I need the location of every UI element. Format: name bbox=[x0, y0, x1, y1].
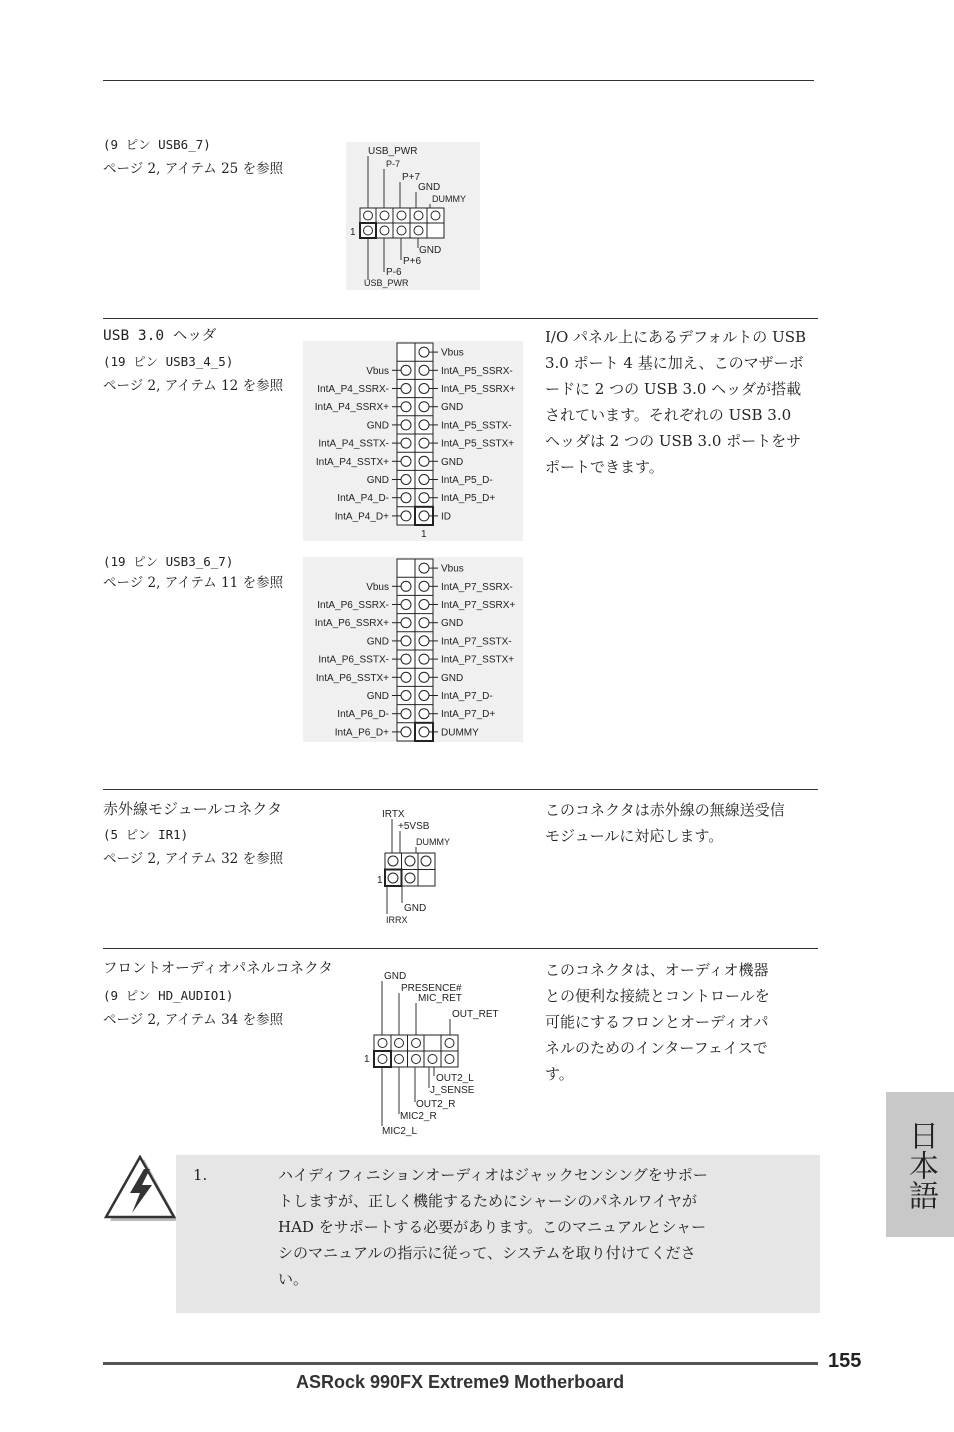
pin-label-right: IntA_P7_SSRX+ bbox=[441, 600, 516, 611]
pin-label-left: IntA_P4_SSRX- bbox=[317, 384, 389, 395]
warning-icon bbox=[100, 1155, 180, 1225]
pin-label-right: IntA_P5_SSRX- bbox=[441, 365, 513, 377]
ir-pin1: 1 bbox=[377, 875, 383, 886]
divider-audio bbox=[103, 948, 818, 949]
ir-desc-line: モジュールに対応します。 bbox=[545, 827, 724, 845]
audio-label-j-sense: J_SENSE bbox=[430, 1085, 475, 1096]
pin-label-right: IntA_P7_SSTX+ bbox=[441, 654, 515, 666]
audio-description bbox=[545, 957, 815, 1087]
pin-label-left: Vbus bbox=[366, 365, 389, 377]
ir-title: 赤外線モジュールコネクタ bbox=[103, 800, 283, 818]
usb67-label-p7plus: P+7 bbox=[402, 172, 421, 183]
pin-label-left: IntA_P6_SSRX+ bbox=[314, 618, 389, 630]
pin-label-left: GND bbox=[366, 420, 389, 432]
audio-label-out-ret: OUT_RET bbox=[452, 1009, 499, 1020]
usb67-diagram bbox=[346, 142, 480, 290]
usb67-label-gnd-top: GND bbox=[418, 182, 441, 193]
usb3-title: USB 3.0 ヘッダ bbox=[103, 328, 217, 344]
pin-label-right: IntA_P5_D- bbox=[441, 475, 493, 486]
audio-title: フロントオーディオパネルコネクタ bbox=[103, 961, 333, 977]
pin-label-right: GND bbox=[441, 618, 464, 630]
note-line: トしますが、正しく機能するためにシャーシのパネルワイヤが bbox=[278, 1192, 697, 1210]
ir-label-irrx: IRRX bbox=[386, 915, 408, 925]
pin-label-right: GND bbox=[441, 672, 464, 684]
pin-label-right: IntA_P7_D+ bbox=[441, 709, 496, 721]
audio-pins: (9 ピン HD_AUDIO1) bbox=[103, 988, 234, 1003]
audio-desc-line: との便利な接続とコントロールを bbox=[545, 987, 770, 1005]
audio-desc-line: ネルのためのインターフェイスで bbox=[545, 1039, 768, 1057]
page-number: 155 bbox=[828, 1350, 862, 1372]
ir-label-dummy: DUMMY bbox=[416, 837, 450, 847]
usb3-diagram-a-svg bbox=[303, 341, 523, 541]
audio-label-mic2-r: MIC2_R bbox=[400, 1111, 437, 1122]
footer-title: ASRock 990FX Extreme9 Motherboard bbox=[296, 1372, 625, 1392]
pin-label-right: IntA_P5_SSRX+ bbox=[441, 384, 516, 395]
pin-label-right: IntA_P5_SSTX+ bbox=[441, 438, 515, 450]
top-rule bbox=[103, 80, 814, 81]
ir-label-irtx: IRTX bbox=[382, 809, 405, 820]
pin-label-right: IntA_P5_SSTX- bbox=[441, 420, 512, 432]
note-line: ハイディフィニションオーディオはジャックセンシングをサポー bbox=[278, 1166, 708, 1184]
pin-label-right: GND bbox=[441, 456, 464, 468]
pin-label-left: IntA_P4_SSTX+ bbox=[315, 456, 389, 468]
usb67-label-p7: P-7 bbox=[386, 159, 401, 169]
ir-desc-line: このコネクタは赤外線の無線送受信 bbox=[545, 801, 785, 819]
pin-label-left: GND bbox=[366, 475, 389, 486]
usb3-desc-line: ポートできます。 bbox=[545, 458, 664, 476]
pin1-marker: 1 bbox=[421, 529, 427, 540]
usb3-diagram-a bbox=[303, 341, 523, 541]
usb67-pins: (9 ピン USB6_7) bbox=[103, 137, 211, 152]
audio-label-gnd: GND bbox=[384, 971, 407, 982]
audio-desc-line: す。 bbox=[545, 1065, 574, 1083]
pin-label-left: IntA_P4_SSTX- bbox=[318, 438, 389, 450]
pin-label-left: GND bbox=[366, 636, 389, 648]
usb3-desc-line: ードに 2 つの USB 3.0 ヘッダが搭載 bbox=[545, 380, 802, 398]
usb67-label-p6plus: P+6 bbox=[403, 256, 422, 267]
language-tab-label: 日本語 bbox=[903, 1120, 938, 1210]
usb67-ref: ページ 2, アイテム 25 を参照 bbox=[103, 161, 284, 177]
usb67-label-gnd-bot: GND bbox=[419, 245, 442, 256]
usb67-label-p6: P-6 bbox=[386, 267, 402, 278]
note-line: い。 bbox=[278, 1270, 309, 1288]
ir-ref: ページ 2, アイテム 32 を参照 bbox=[103, 851, 284, 867]
ir-diagram bbox=[372, 806, 472, 926]
pin-label-right: Vbus bbox=[441, 563, 464, 575]
divider-usb3 bbox=[103, 318, 818, 319]
pin-label-left: IntA_P4_D+ bbox=[334, 511, 389, 523]
usb3-ref-b: ページ 2, アイテム 11 を参照 bbox=[103, 575, 284, 591]
usb3-description bbox=[545, 324, 815, 480]
usb67-pin1: 1 bbox=[350, 227, 356, 238]
note-number: 1. bbox=[193, 1166, 208, 1184]
ir-pins: (5 ピン IR1) bbox=[103, 827, 189, 842]
usb3-diagram-b-svg bbox=[303, 557, 523, 742]
pin-label-right: ID bbox=[441, 511, 451, 523]
pin-label-left: IntA_P6_SSTX+ bbox=[315, 672, 389, 684]
audio-desc-line: このコネクタは、オーディオ機器 bbox=[545, 961, 769, 979]
audio-diagram bbox=[360, 968, 510, 1140]
usb3-desc-line: I/O パネル上にあるデフォルトの USB bbox=[545, 328, 807, 346]
usb3-pins-a: (19 ピン USB3_4_5) bbox=[103, 354, 234, 369]
pin-label-right: DUMMY bbox=[441, 727, 479, 739]
usb3-desc-line: ヘッダは 2 つの USB 3.0 ポートをサ bbox=[545, 432, 802, 450]
pin-label-left: IntA_P6_SSRX- bbox=[317, 600, 389, 611]
audio-label-mic-ret: MIC_RET bbox=[418, 993, 462, 1004]
note-line: HAD をサポートする必要があります。このマニュアルとシャー bbox=[278, 1218, 707, 1236]
usb67-label-usbpwr-top: USB_PWR bbox=[368, 146, 418, 157]
pin-label-left: IntA_P4_SSRX+ bbox=[314, 402, 389, 414]
ir-description bbox=[545, 797, 815, 849]
ir-label-5vsb: +5VSB bbox=[398, 821, 430, 832]
pin-label-left: IntA_P6_D+ bbox=[334, 727, 389, 739]
audio-label-mic2-l: MIC2_L bbox=[382, 1126, 418, 1137]
note-line: シのマニュアルの指示に従って、システムを取り付けてくださ bbox=[278, 1244, 696, 1262]
note-text bbox=[278, 1162, 708, 1292]
usb3-diagram-b bbox=[303, 557, 523, 742]
pin-label-right: GND bbox=[441, 402, 464, 414]
audio-label-presence: PRESENCE# bbox=[401, 983, 462, 994]
pin-label-left: IntA_P6_D- bbox=[337, 709, 389, 721]
usb3-desc-line: されています。それぞれの USB 3.0 bbox=[545, 406, 792, 424]
pin-label-left: IntA_P4_D- bbox=[337, 493, 389, 505]
usb67-label-dummy: DUMMY bbox=[432, 194, 466, 204]
pin-label-left: GND bbox=[366, 691, 389, 702]
pin-label-left: Vbus bbox=[366, 581, 389, 593]
usb67-label-usbpwr-bot: USB_PWR bbox=[364, 278, 409, 288]
pin-label-right: IntA_P7_SSTX- bbox=[441, 636, 512, 648]
pin-label-right: IntA_P5_D+ bbox=[441, 493, 496, 505]
usb3-desc-line: 3.0 ポート 4 基に加え、このマザーボ bbox=[545, 354, 804, 372]
audio-label-out2-l: OUT2_L bbox=[436, 1073, 474, 1084]
divider-ir bbox=[103, 789, 818, 790]
pin-label-right: Vbus bbox=[441, 347, 464, 359]
ir-label-gnd: GND bbox=[404, 903, 427, 914]
audio-desc-line: 可能にするフロンとオーディオパ bbox=[545, 1013, 769, 1031]
pin-label-right: IntA_P7_D- bbox=[441, 691, 493, 702]
usb3-ref-a: ページ 2, アイテム 12 を参照 bbox=[103, 378, 284, 394]
audio-ref: ページ 2, アイテム 34 を参照 bbox=[103, 1012, 284, 1028]
pin-label-left: IntA_P6_SSTX- bbox=[318, 654, 389, 666]
pin-label-right: IntA_P7_SSRX- bbox=[441, 581, 513, 593]
usb3-pins-b: (19 ピン USB3_6_7) bbox=[103, 554, 234, 569]
audio-label-out2-r: OUT2_R bbox=[416, 1099, 456, 1110]
footer-rule bbox=[103, 1362, 818, 1365]
audio-pin1: 1 bbox=[364, 1054, 370, 1065]
